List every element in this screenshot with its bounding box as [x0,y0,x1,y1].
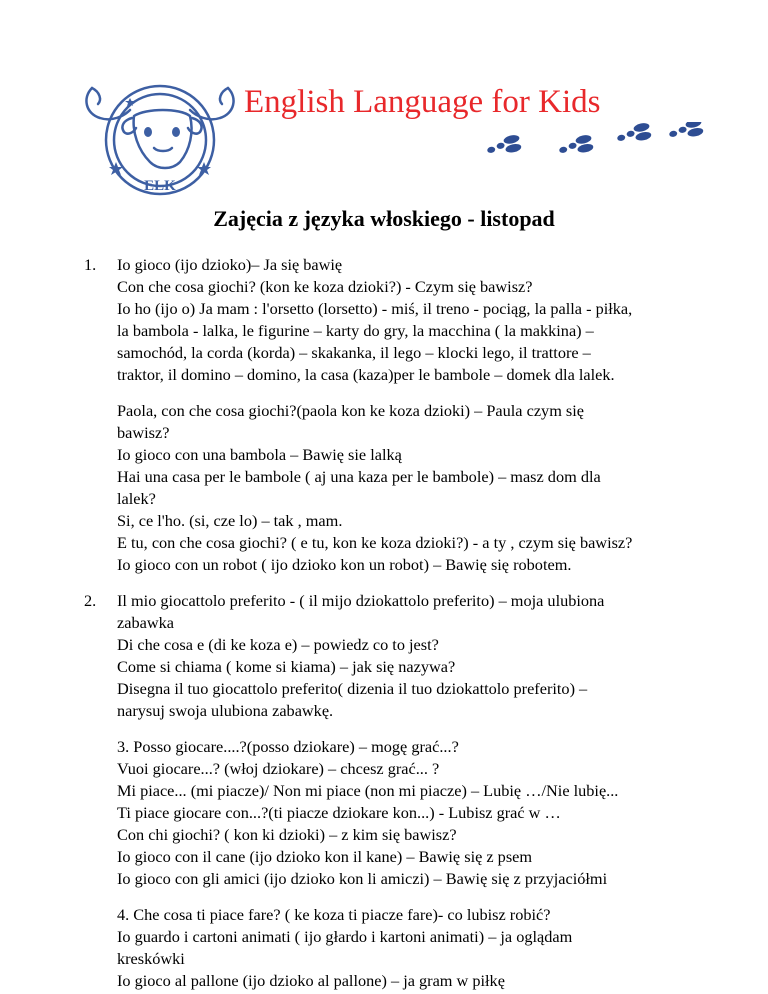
text-line: 4. Che cosa ti piace fare? ( ke koza ti piacze fare)- co lubisz robić? [117,905,551,924]
brand-title: English Language for Kids [244,84,601,120]
text-line: zabawka [117,613,174,632]
text-line: Paola, con che cosa giochi?(paola kon ke koza dzioki) – Paula czym się [117,401,585,420]
elk-logo [72,70,252,200]
text-line: Vuoi giocare...? (włoj dziokare) – chcesz grać... ? [117,759,440,778]
text-line: Si, ce l'ho. (si, cze lo) – tak , mam. [117,511,343,530]
text-line: kreskówki [117,949,185,968]
text-line: Con chi giochi? ( kon ki dzioki) – z kim się bawisz? [117,825,457,844]
text-line: E tu, con che cosa giochi? ( e tu, kon ke koza dzioki?) - a ty , czym się bawisz? [117,533,633,552]
section-4-paragraph [84,904,714,992]
text-line: Io gioco (ijo dzioko)– Ja się bawię [117,255,343,274]
text-line: la bambola - lalka, le figurine – karty do gry, la macchina ( la makkina) – [117,321,594,340]
text-line: Ti piace giocare con...?(ti piacze dziokare kon...) - Lubisz grać w … [117,803,561,822]
text-line: 3. Posso giocare....?(posso dziokare) – mogę grać...? [117,737,459,756]
text-line: Con che cosa giochi? (kon ke koza dzioki?) - Czym się bawisz? [117,277,533,296]
list-item-2 [84,590,714,722]
list-number: 2. [84,591,97,610]
text-line: Hai una casa per le bambole ( aj una kaza per le bambole) – masz dom dla [117,467,601,486]
text-line: samochód, la corda (korda) – skakanka, il lego – klocki lego, il trattore – [117,343,591,362]
dialogue-paragraph [84,400,714,576]
logo-text: ELK [144,178,176,194]
text-line: Disegna il tuo giocattolo preferito( dizenia il tuo dziokattolo preferito) – [117,679,588,698]
list-item-1 [84,254,714,386]
list-number: 1. [84,255,97,274]
text-line: lalek? [117,489,156,508]
text-line: narysuj swoja ulubiona zabawkę. [117,701,334,720]
text-line: Il mio giocattolo preferito - ( il mijo dziokattolo preferito) – moja ulubiona [117,591,605,610]
text-line: Io gioco al pallone (ijo dzioko al pallone) – ja gram w piłkę [117,971,505,990]
text-line: Io gioco con una bambola – Bawię sie lalką [117,445,402,464]
text-line: Io ho (ijo o) Ja mam : l'orsetto (lorsetto) - miś, il treno - pociąg, la palla - piłka, [117,299,633,318]
text-line: Io guardo i cartoni animati ( ijo głardo i kartoni animati) – ja oglądam [117,927,573,946]
text-line: Di che cosa e (di ke koza e) – powiedz co to jest? [117,635,439,654]
paw-prints-icon [486,122,716,166]
text-line: Io gioco con un robot ( ijo dzioko kon un robot) – Bawię się robotem. [117,555,572,574]
page-title: Zajęcia z języka włoskiego - listopad [213,206,555,231]
text-line: Mi piace... (mi piacze)/ Non mi piace (non mi piacze) – Lubię …/Nie lubię... [117,781,619,800]
text-line: traktor, il domino – domino, la casa (kaza)per le bambole – domek dla lalek. [117,365,615,384]
text-line: bawisz? [117,423,170,442]
section-3-paragraph [84,736,714,890]
text-line: Io gioco con il cane (ijo dzioko kon il kane) – Bawię się z psem [117,847,533,866]
text-line: Come si chiama ( kome si kiama) – jak się nazywa? [117,657,456,676]
text-line: Io gioco con gli amici (ijo dzioko kon li amiczi) – Bawię się z przyjaciółmi [117,869,608,888]
document-body [84,254,714,992]
